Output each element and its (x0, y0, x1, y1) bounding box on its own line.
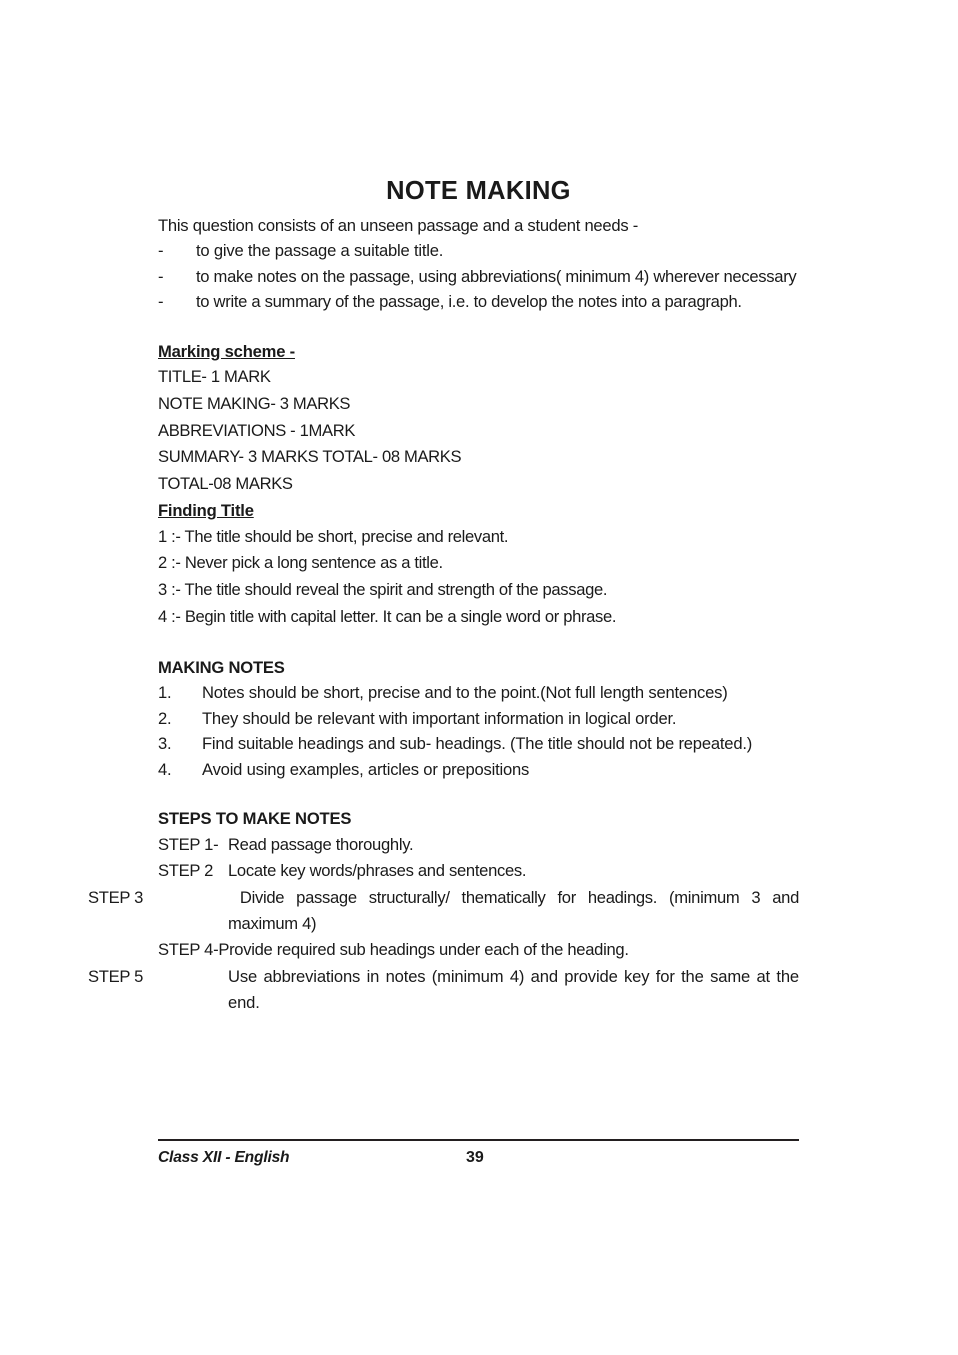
step-text: Divide passage structurally/ thematically for headings. (minimum 3 and maximum 4) (228, 887, 799, 933)
step-label: STEP 2 (158, 861, 214, 881)
finding-title-rule: 3 :- The title should reveal the spirit and strength of the passage. (158, 580, 608, 600)
step-item (158, 832, 799, 858)
dash-marker: - (158, 292, 164, 312)
list-marker: 2. (158, 708, 172, 728)
finding-title-rule: 2 :- Never pick a long sentence as a title. (158, 553, 443, 573)
step-text: Locate key words/phrases and sentences. (228, 861, 527, 881)
section-spacer (158, 315, 799, 339)
dash-marker: - (158, 241, 164, 261)
footer-book-title: Class XII - English (158, 1149, 290, 1166)
step-item (88, 885, 799, 938)
step-label: STEP 1- (158, 834, 219, 854)
list-marker: 4. (158, 759, 172, 779)
steps-section (88, 806, 799, 1016)
finding-title-heading-row (158, 498, 799, 524)
intro-bullet-list (158, 238, 799, 315)
step-text: Read passage thoroughly. (228, 834, 414, 854)
list-item-text: They should be relevant with important information in logical order. (202, 708, 677, 728)
making-notes-list (158, 680, 799, 782)
marking-scheme-line: SUMMARY- 3 MARKS TOTAL- 08 MARKS (158, 447, 462, 467)
steps-list (88, 832, 799, 1017)
list-item-text: to make notes on the passage, using abbreviations( minimum 4) wherever necessary (196, 266, 797, 286)
dash-marker: - (158, 266, 164, 286)
making-notes-section (158, 655, 799, 783)
page-content (88, 176, 799, 1017)
steps-heading: STEPS TO MAKE NOTES (158, 809, 352, 829)
marking-scheme-line: ABBREVIATIONS - 1MARK (158, 420, 356, 440)
finding-title-rule: 4 :- Begin title with capital letter. It can be a single word or phrase. (158, 606, 617, 626)
footer-row (158, 1149, 799, 1173)
section-spacer (158, 782, 799, 806)
step-item (158, 858, 799, 884)
list-item-text: Notes should be short, precise and to the point.(Not full length sentences) (202, 683, 728, 703)
list-item-text: Find suitable headings and sub- headings. (The title should not be repeated.) (202, 734, 753, 754)
page-title: NOTE MAKING (386, 177, 571, 205)
step-text: Use abbreviations in notes (minimum 4) and provide key for the same at the end. (228, 966, 799, 1013)
making-notes-heading: MAKING NOTES (158, 657, 285, 677)
finding-title-heading: Finding Title (158, 501, 254, 521)
footer-divider (158, 1139, 799, 1141)
list-marker: 1. (158, 683, 172, 703)
list-item (158, 289, 799, 315)
list-item-text: to give the passage a suitable title. (196, 241, 444, 261)
marking-scheme-heading-row (158, 339, 799, 365)
list-item (158, 731, 799, 757)
list-item (158, 706, 799, 732)
marking-scheme-line: TITLE- 1 MARK (158, 367, 271, 387)
list-marker: 3. (158, 734, 172, 754)
list-item (158, 680, 799, 706)
marking-scheme-line: NOTE MAKING- 3 MARKS (158, 393, 351, 413)
step-label: STEP 5 (88, 966, 144, 986)
page-number: 39 (466, 1149, 484, 1166)
step-text: Provide required sub headings under each of the heading. (218, 940, 629, 960)
step-item (158, 937, 799, 963)
section-spacer (158, 631, 799, 655)
step-label: STEP 3 (88, 887, 144, 907)
marking-scheme-section (158, 339, 799, 498)
intro-paragraph: This question consists of an unseen passage and a student needs - (158, 215, 639, 235)
step-item (88, 964, 799, 1017)
list-item (158, 238, 799, 264)
marking-scheme-heading: Marking scheme - (158, 341, 295, 361)
list-item (158, 757, 799, 783)
finding-title-rule: 1 :- The title should be short, precise and relevant. (158, 526, 509, 546)
finding-title-section (158, 498, 799, 631)
page-footer (158, 1139, 799, 1173)
list-item-text: Avoid using examples, articles or prepositions (202, 759, 530, 779)
list-item (158, 264, 799, 290)
step-label: STEP 4- (158, 940, 219, 960)
marking-scheme-line: TOTAL-08 MARKS (158, 474, 293, 494)
list-item-text: to write a summary of the passage, i.e. to develop the notes into a paragraph. (196, 292, 742, 312)
